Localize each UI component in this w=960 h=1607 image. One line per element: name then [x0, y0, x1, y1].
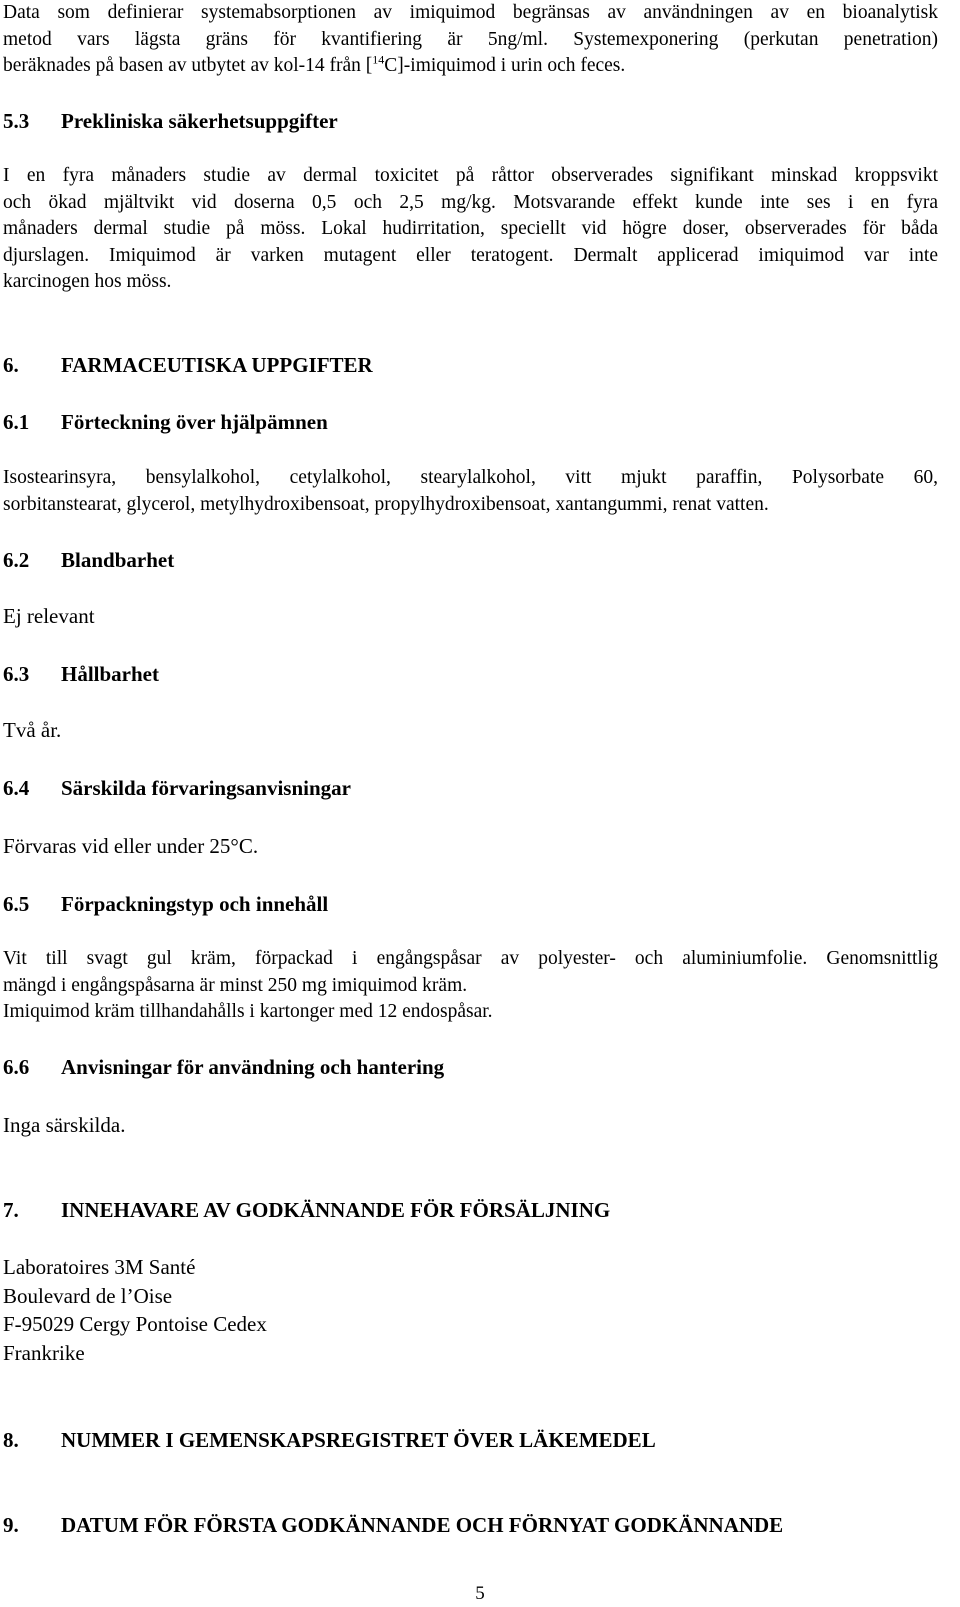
section-title: Prekliniska säkerhetsuppgifter: [61, 109, 338, 133]
section-number: 6.2: [3, 548, 30, 572]
section-title: Särskilda förvaringsanvisningar: [61, 776, 351, 800]
section-number: 6.1: [3, 410, 30, 434]
page-number: 5: [475, 1583, 485, 1604]
section-title: Förpackningstyp och innehåll: [61, 892, 329, 916]
section-heading-6-4: [3, 775, 938, 801]
section-title: Blandbarhet: [61, 548, 175, 572]
section-6-6-text: Inga särskilda.: [3, 1113, 126, 1137]
body-line: Vit till svagt gul kräm, förpackad i engångspåsar av polyester- och aluminiumfolie. Genomsnittlig: [3, 948, 938, 969]
intro-paragraph: [3, 0, 938, 80]
intro-line: Data som definierar systemabsorptionen av imiquimod begränsas av användningen av en bioanalytisk: [3, 2, 938, 23]
section-heading-7: [3, 1197, 938, 1223]
body-line: Isostearinsyra, bensylalkohol, cetylalkohol, stearylalkohol, vitt mjukt paraffin, Polysorbate 60,: [3, 467, 938, 488]
body-line: mängd i engångspåsarna är minst 250 mg imiquimod kräm.: [3, 974, 468, 996]
section-title: NUMMER I GEMENSKAPSREGISTRET ÖVER LÄKEMEDEL: [61, 1428, 656, 1452]
section-5-3-body: [3, 163, 938, 296]
body-line: I en fyra månaders studie av dermal toxicitet på råttor observerades signifikant minskad kroppsvikt: [3, 165, 938, 186]
section-heading-9: [3, 1512, 938, 1538]
section-heading-6-1: [3, 409, 938, 435]
address-line: F-95029 Cergy Pontoise Cedex: [3, 1312, 267, 1337]
address-line: Frankrike: [3, 1341, 85, 1366]
section-heading-6: [3, 352, 938, 378]
section-6-2-text: Ej relevant: [3, 604, 95, 628]
body-line: djurslagen. Imiquimod är varken mutagent eller teratogent. Dermalt applicerad imiquimod var inte: [3, 244, 938, 266]
section-number: 9.: [3, 1513, 19, 1537]
section-number: 6.5: [3, 892, 30, 916]
section-heading-6-3: [3, 661, 938, 687]
intro-line: [3, 53, 938, 80]
section-title: Förteckning över hjälpämnen: [61, 410, 328, 434]
section-number: 8.: [3, 1428, 19, 1452]
section-number: 6.: [3, 353, 19, 377]
intro-line: metod vars lägsta gräns för kvantifiering är 5ng/ml. Systemexponering (perkutan penetration): [3, 28, 938, 50]
section-6-3-text: Två år.: [3, 718, 62, 742]
section-number: 6.6: [3, 1055, 30, 1079]
section-6-1-body: [3, 465, 938, 518]
body-line: sorbitanstearat, glycerol, metylhydroxibensoat, propylhydroxibensoat, xantangummi, renat vatten.: [3, 493, 769, 515]
body-line: Imiquimod kräm tillhandahålls i kartonger med 12 endospåsar.: [3, 1001, 493, 1022]
address-line: Laboratoires 3M Santé: [3, 1255, 196, 1279]
section-heading-5-3: [3, 108, 938, 134]
body-line: karcinogen hos möss.: [3, 271, 172, 292]
intro-text: beräknades på basen av utbytet av kol-14 från [: [3, 55, 373, 76]
section-6-5-body: [3, 946, 938, 1026]
body-line: och ökad mjältvikt vid doserna 0,5 och 2,5 mg/kg. Motsvarande effekt kunde inte ses i en fyra: [3, 191, 938, 213]
section-6-4-text: Förvaras vid eller under 25°C.: [3, 834, 259, 858]
section-title: Anvisningar för användning och hantering: [61, 1055, 445, 1079]
section-number: 7.: [3, 1198, 19, 1222]
section-title: DATUM FÖR FÖRSTA GODKÄNNANDE OCH FÖRNYAT GODKÄNNANDE: [61, 1513, 784, 1537]
section-title: FARMACEUTISKA UPPGIFTER: [61, 353, 373, 377]
section-number: 6.3: [3, 662, 30, 686]
section-heading-6-5: [3, 891, 938, 917]
intro-text: C]-imiquimod i urin och feces.: [384, 55, 626, 76]
section-heading-8: [3, 1427, 938, 1453]
section-number: 6.4: [3, 776, 30, 800]
section-heading-6-6: [3, 1054, 938, 1080]
section-heading-6-2: [3, 547, 938, 573]
address-line: Boulevard de l’Oise: [3, 1283, 173, 1308]
section-title: INNEHAVARE AV GODKÄNNANDE FÖR FÖRSÄLJNING: [61, 1198, 611, 1222]
holder-address: [3, 1253, 938, 1368]
section-number: 5.3: [3, 109, 30, 133]
isotope-superscript: 14: [372, 52, 385, 67]
section-title: Hållbarhet: [61, 662, 159, 686]
body-line: månaders dermal studie på möss. Lokal hudirritation, speciellt vid högre doser, observerades för båda: [3, 218, 938, 239]
